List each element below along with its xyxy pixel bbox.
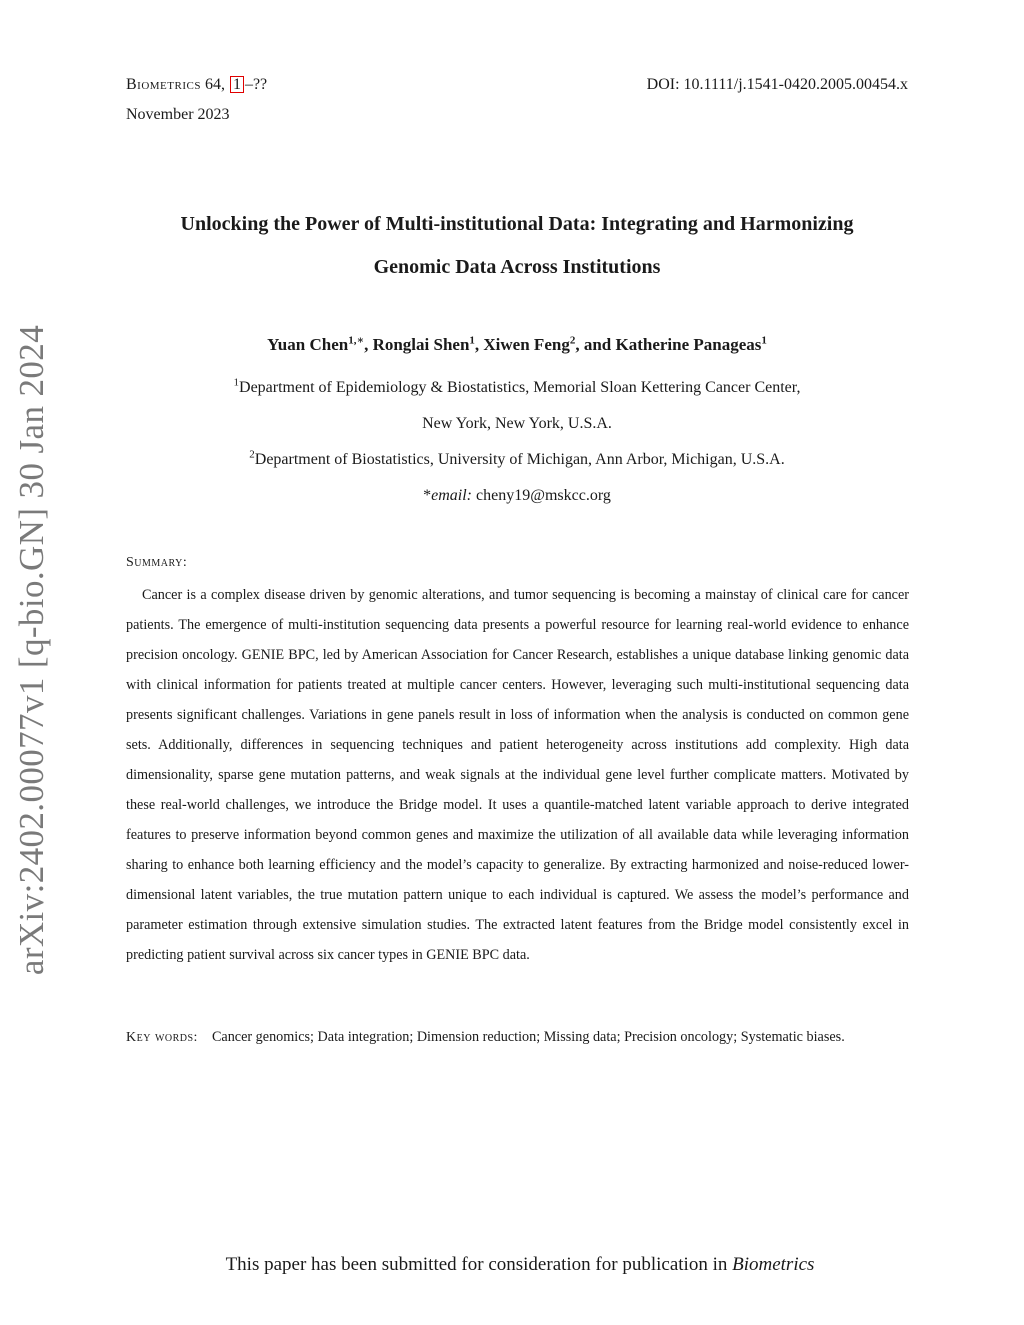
author-name: Xiwen Feng: [483, 335, 570, 354]
email-star: *: [423, 487, 432, 504]
paper-title-line-1: Unlocking the Power of Multi-institutional Data: Integrating and Harmonizing: [180, 213, 854, 235]
affiliation-2: [110, 448, 924, 469]
affiliation-1-location: New York, New York, U.S.A.: [422, 415, 612, 432]
author-affiliation-mark: 1: [761, 334, 767, 347]
doi: DOI: 10.1111/j.1541-0420.2005.00454.x: [646, 76, 908, 93]
author-separator: , and: [575, 335, 616, 354]
author-list: [110, 335, 924, 355]
author-name: Ronglai Shen: [372, 335, 470, 354]
keywords-text: Cancer genomics; Data integration; Dimension reduction; Missing data; Precision oncology; Systematic biases.: [211, 1029, 845, 1045]
author-separator: ,: [364, 335, 373, 354]
summary-text: Cancer is a complex disease driven by genomic alterations, and tumor sequencing is becoming a mainstay of clinical care for cancer patients. The emergence of multi-institution sequencing data presents a powerful resource for learning real-world evidence to enhance precision oncology. GENIE BPC, led by American Association for Cancer Research, establishes a unique database linking genomic data with clinical information for patients treated at multiple cancer centers. However, leveraging such multi-institutional sequencing data presents significant challenges. Variations in gene panels result in loss of information when the analysis is conducted on common gene sets. Additionally, differences in sequencing techniques and patient heterogeneity across institutions add complexity. High data dimensionality, sparse gene mutation patterns, and weak signals at the individual gene level further complicate matters. Motivated by these real-world challenges, we introduce the Bridge model. It uses a quantile-matched latent variable approach to derive integrated features to preserve information beyond common genes and maximize the utilization of all available data while leveraging information sharing to enhance both learning efficiency and the model’s capacity to generalize. By extracting harmonized and noise-reduced lower-dimensional latent variables, the true mutation pattern unique to each individual is captured. We assess the model’s performance and parameter estimation through extensive simulation studies. The extracted latent features from the Bridge model consistently excel in predicting patient survival across six cancer types in GENIE BPC data.: [126, 587, 909, 963]
affiliation-1: [110, 376, 924, 397]
affiliation-1-mark: 1: [233, 376, 240, 389]
journal-volume: 64,: [204, 76, 225, 93]
author-affiliation-mark: 2: [569, 334, 576, 347]
keywords-label: Key words:: [126, 1030, 198, 1045]
author-name: Yuan Chen: [267, 335, 349, 354]
author-affiliation-mark: 1: [469, 334, 475, 347]
submission-note-text: This paper has been submitted for consideration for publication in: [225, 1254, 728, 1275]
publication-date: November 2023: [126, 106, 230, 123]
email-label: email:: [431, 487, 472, 504]
submission-note: [110, 1254, 930, 1276]
page-range-rest: –??: [244, 76, 268, 93]
affiliation-1-text: Department of Epidemiology & Biostatistics, Memorial Sloan Kettering Cancer Center,: [239, 379, 801, 396]
email-address[interactable]: cheny19@mskcc.org: [476, 487, 611, 504]
summary-label: Summary:: [126, 555, 188, 570]
journal-name: Biometrics: [126, 76, 201, 93]
arxiv-identifier-stamp: arXiv:2402.00077v1 [q-bio.GN] 30 Jan 2024: [12, 324, 51, 976]
author-name: Katherine Panageas: [615, 335, 762, 354]
affiliation-2-mark: 2: [249, 448, 255, 461]
keywords: [126, 1022, 909, 1053]
affiliation-2-text: Department of Biostatistics, University of Michigan, Ann Arbor, Michigan, U.S.A.: [254, 451, 785, 468]
submission-journal: Biometrics: [732, 1254, 815, 1275]
corresponding-email: [110, 487, 924, 505]
first-page-link[interactable]: 1: [230, 76, 244, 93]
author-separator: ,: [474, 335, 484, 354]
paper-title-line-2: Genomic Data Across Institutions: [373, 256, 661, 278]
journal-header: [126, 76, 267, 94]
author-affiliation-mark: 1,∗: [348, 334, 365, 347]
